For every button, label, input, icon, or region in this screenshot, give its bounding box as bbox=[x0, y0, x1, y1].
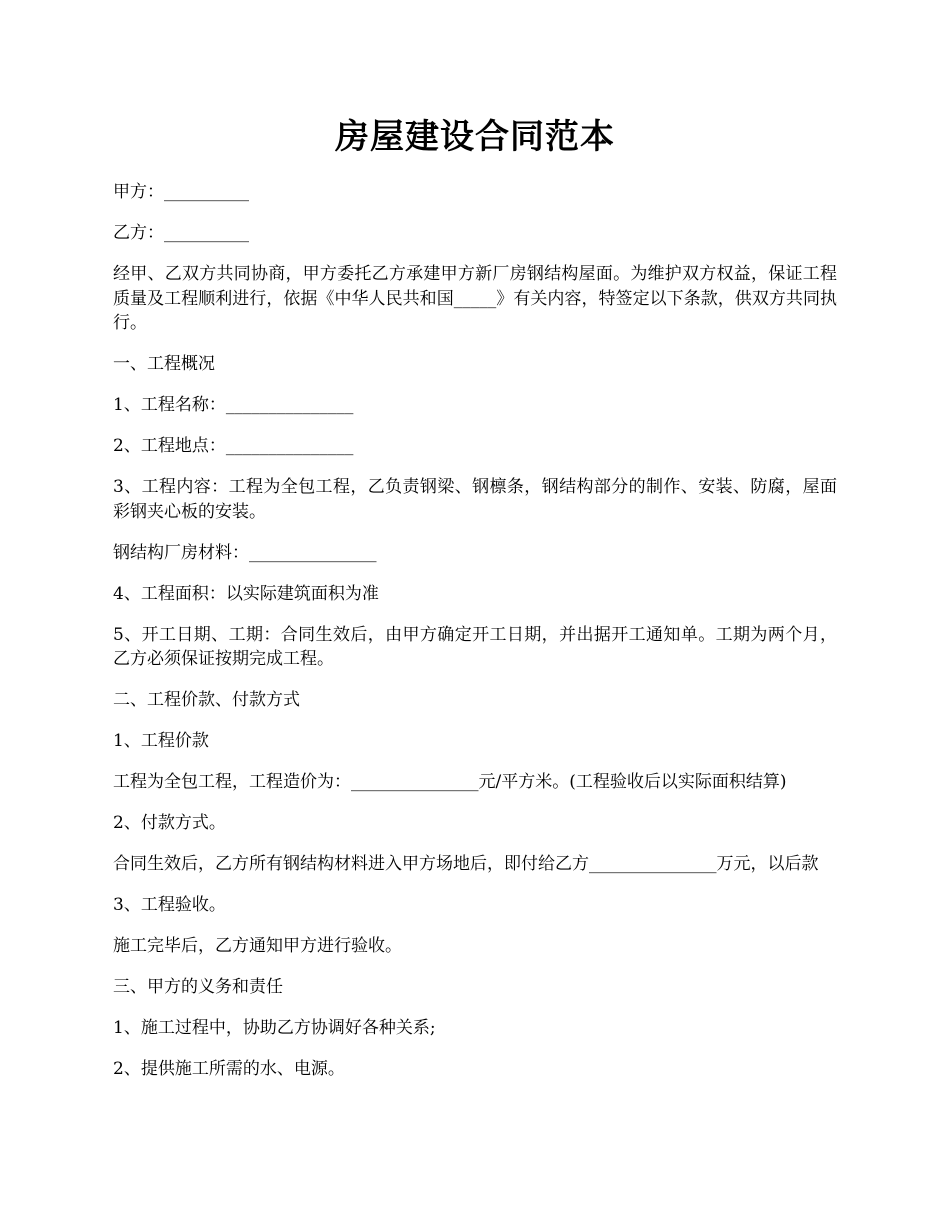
start-date-paragraph: 5、开工日期、工期：合同生效后，由甲方确定开工日期，并出据开工通知单。工期为两个月，乙方必须保证按期完成工程。 bbox=[113, 624, 837, 669]
section-heading-2: 二、工程价款、付款方式 bbox=[113, 690, 300, 710]
acceptance-heading: 3、工程验收。 bbox=[113, 895, 226, 915]
steel-material-line: 钢结构厂房材料：_______________ bbox=[113, 542, 377, 563]
section-heading-3: 三、甲方的义务和责任 bbox=[113, 977, 283, 997]
payment-method-paragraph: 合同生效后，乙方所有钢结构材料进入甲方场地后，即付给乙方_______________万元，以后款 bbox=[113, 854, 819, 874]
section-heading-1: 一、工程概况 bbox=[113, 354, 215, 374]
project-area-line: 4、工程面积：以实际建筑面积为准 bbox=[113, 583, 379, 604]
project-content-paragraph: 3、工程内容：工程为全包工程，乙负责钢梁、钢檩条，钢结构部分的制作、安装、防腐，屋面彩钢夹心板的安装。 bbox=[113, 477, 837, 522]
document-title: 房屋建设合同范本 bbox=[335, 117, 615, 157]
party-a-duty-2: 2、提供施工所需的水、电源。 bbox=[113, 1059, 345, 1079]
acceptance-paragraph: 施工完毕后，乙方通知甲方进行验收。 bbox=[113, 936, 402, 956]
project-location-line: 2、工程地点：_______________ bbox=[113, 436, 354, 456]
payment-method-heading: 2、付款方式。 bbox=[113, 813, 226, 833]
party-a-line: 甲方：__________ bbox=[113, 182, 249, 202]
project-name-line: 1、工程名称：_______________ bbox=[113, 395, 354, 415]
document-page bbox=[113, 108, 837, 1098]
party-b-line: 乙方：__________ bbox=[113, 223, 249, 243]
project-price-paragraph: 工程为全包工程，工程造价为：_______________元/平方米。(工程验收后以实际面积结算) bbox=[113, 772, 787, 792]
preamble-paragraph: 经甲、乙双方共同协商，甲方委托乙方承建甲方新厂房钢结构屋面。为维护双方权益，保证工程质量及工程顺利进行，依据《中华人民共和国_____》有关内容，特签定以下条款，供双方共同执行。 bbox=[113, 264, 837, 333]
party-a-duty-1: 1、施工过程中，协助乙方协调好各种关系; bbox=[113, 1018, 436, 1038]
project-price-heading: 1、工程价款 bbox=[113, 731, 209, 751]
